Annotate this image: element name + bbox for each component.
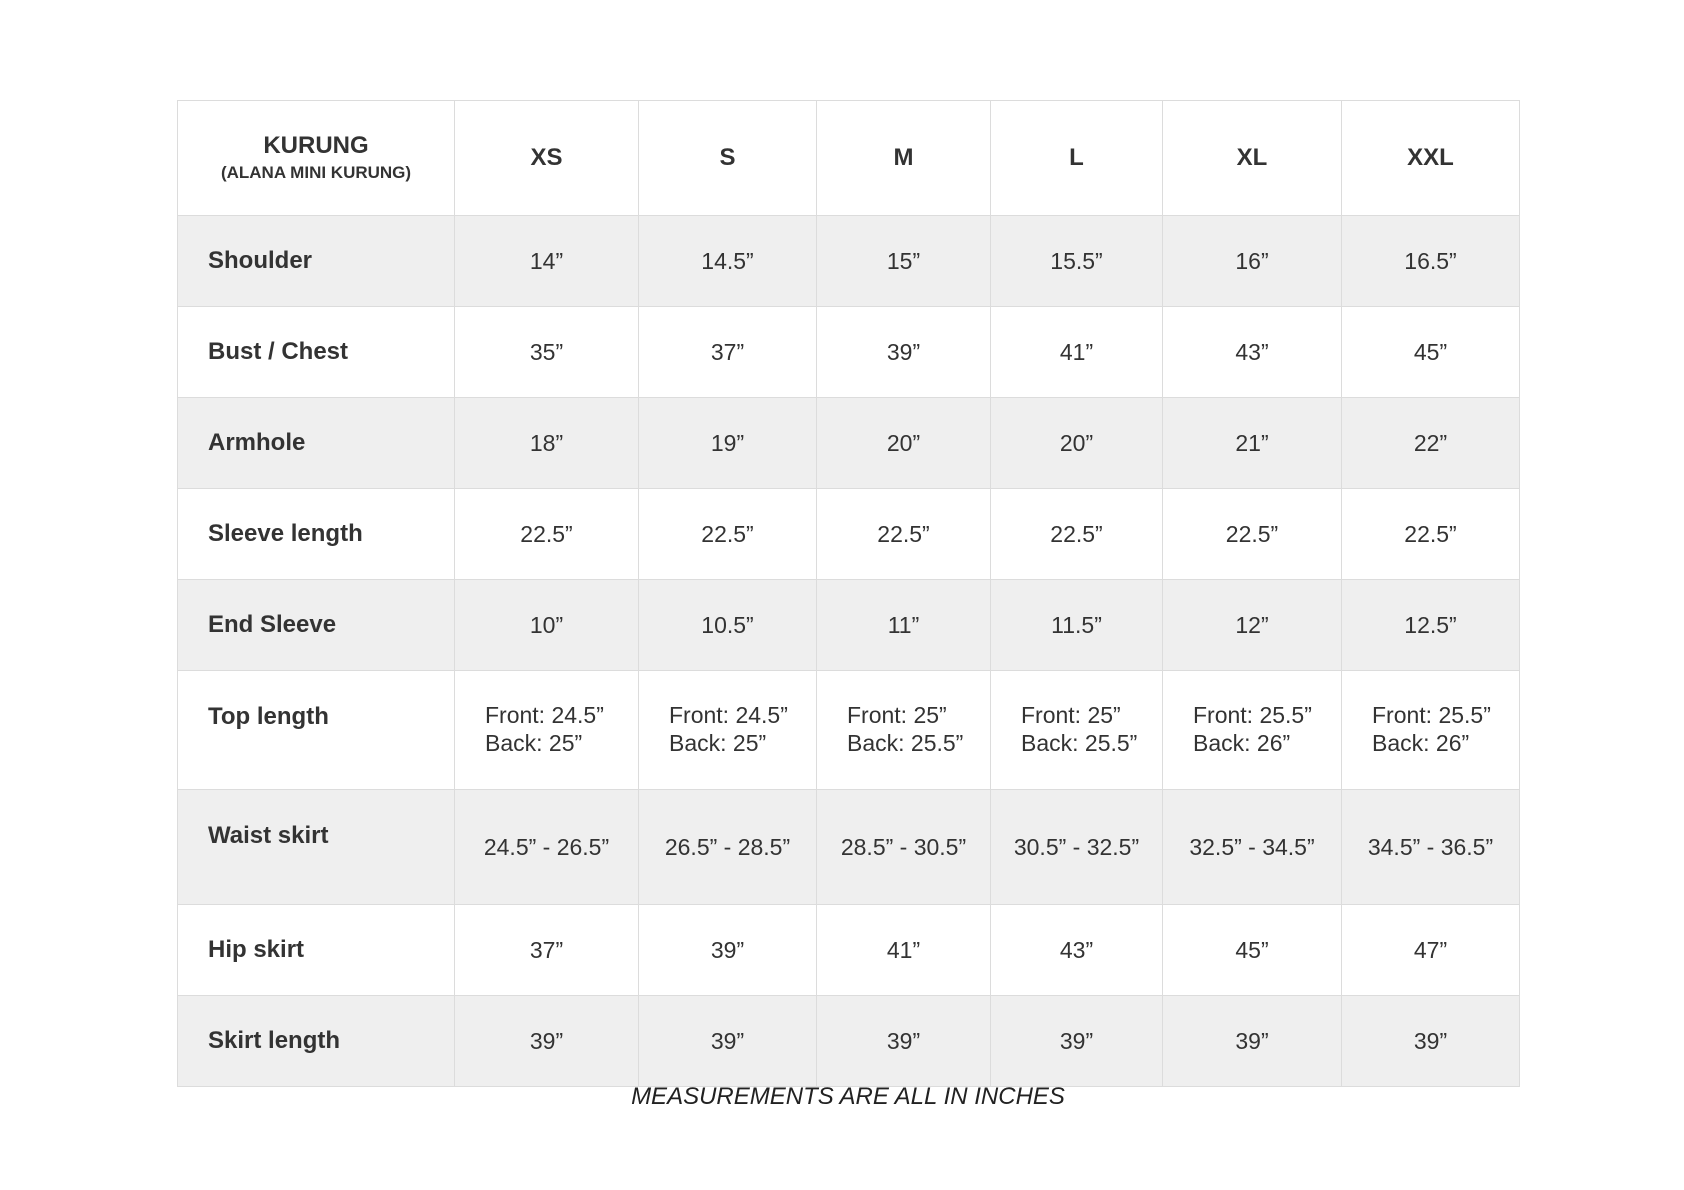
row-label: Armhole (178, 398, 455, 489)
row-end-sleeve (178, 580, 1520, 671)
measurement-cell: 37” (639, 307, 817, 398)
measurement-cell: 45” (1342, 307, 1520, 398)
measurement-cell (1342, 671, 1520, 790)
size-header-xl: XL (1163, 101, 1342, 216)
measurement-cell: 22.5” (991, 489, 1163, 580)
table-subtitle: (ALANA MINI KURUNG) (220, 162, 412, 182)
measurement-cell: 15” (817, 216, 991, 307)
measurement-cell: 37” (455, 905, 639, 996)
measurement-cell: 22.5” (817, 489, 991, 580)
measurement-cell: 12” (1163, 580, 1342, 671)
measurement-cell: 34.5” - 36.5” (1342, 790, 1520, 905)
row-waist-skirt (178, 790, 1520, 905)
measurement-cell: 39” (817, 996, 991, 1087)
measurement-cell: 47” (1342, 905, 1520, 996)
measurement-cell: 41” (991, 307, 1163, 398)
front-value: Front: 25” (847, 702, 947, 729)
measurement-cell: 10” (455, 580, 639, 671)
measurement-cell: 43” (991, 905, 1163, 996)
front-value: Front: 24.5” (485, 702, 604, 729)
row-label: Sleeve length (178, 489, 455, 580)
measurement-cell: 30.5” - 32.5” (991, 790, 1163, 905)
measurement-cell: 15.5” (991, 216, 1163, 307)
measurement-cell: 39” (817, 307, 991, 398)
measurement-cell: 39” (455, 996, 639, 1087)
measurement-cell: 22” (1342, 398, 1520, 489)
row-sleeve-length (178, 489, 1520, 580)
measurement-cell: 26.5” - 28.5” (639, 790, 817, 905)
measurement-cell (455, 671, 639, 790)
front-value: Front: 25.5” (1372, 702, 1491, 729)
measurement-cell: 11” (817, 580, 991, 671)
back-value: Back: 25.5” (847, 730, 964, 756)
measurement-cell: 16.5” (1342, 216, 1520, 307)
front-value: Front: 24.5” (669, 702, 788, 729)
measurement-cell: 39” (1163, 996, 1342, 1087)
measurement-cell: 14.5” (639, 216, 817, 307)
header-row (178, 101, 1520, 216)
row-label: End Sleeve (178, 580, 455, 671)
table-title: KURUNG (263, 132, 369, 160)
table-title-cell (178, 101, 455, 216)
size-header-s: S (639, 101, 817, 216)
measurement-cell: 35” (455, 307, 639, 398)
row-label: Shoulder (178, 216, 455, 307)
measurement-cell: 22.5” (639, 489, 817, 580)
back-value: Back: 26” (1372, 730, 1470, 756)
row-shoulder (178, 216, 1520, 307)
measurement-cell (1163, 671, 1342, 790)
back-value: Back: 25” (485, 730, 583, 756)
size-header-xs: XS (455, 101, 639, 216)
measurement-cell: 21” (1163, 398, 1342, 489)
row-label: Skirt length (178, 996, 455, 1087)
measurement-cell: 32.5” - 34.5” (1163, 790, 1342, 905)
size-header-m: M (817, 101, 991, 216)
measurement-cell: 22.5” (455, 489, 639, 580)
front-value: Front: 25” (1021, 702, 1121, 729)
measurement-cell: 19” (639, 398, 817, 489)
measurement-cell: 28.5” - 30.5” (817, 790, 991, 905)
measurement-cell: 11.5” (991, 580, 1163, 671)
measurement-cell (817, 671, 991, 790)
measurement-cell: 20” (817, 398, 991, 489)
measurement-cell: 39” (639, 905, 817, 996)
back-value: Back: 25.5” (1021, 730, 1138, 756)
measurement-unit-note: MEASUREMENTS ARE ALL IN INCHES (631, 1083, 1065, 1110)
row-label: Hip skirt (178, 905, 455, 996)
measurement-cell (639, 671, 817, 790)
back-value: Back: 26” (1193, 730, 1291, 756)
measurement-cell: 18” (455, 398, 639, 489)
measurement-cell: 14” (455, 216, 639, 307)
row-label: Waist skirt (178, 790, 455, 905)
measurement-cell: 43” (1163, 307, 1342, 398)
measurement-cell: 41” (817, 905, 991, 996)
measurement-cell: 22.5” (1342, 489, 1520, 580)
measurement-cell: 10.5” (639, 580, 817, 671)
size-header-xxl: XXL (1342, 101, 1520, 216)
front-value: Front: 25.5” (1193, 702, 1312, 729)
measurement-cell: 16” (1163, 216, 1342, 307)
row-label: Bust / Chest (178, 307, 455, 398)
measurement-cell: 39” (1342, 996, 1520, 1087)
row-armhole (178, 398, 1520, 489)
measurement-cell: 45” (1163, 905, 1342, 996)
measurement-cell: 39” (639, 996, 817, 1087)
row-top-length (178, 671, 1520, 790)
row-label: Top length (178, 671, 455, 790)
measurement-cell: 20” (991, 398, 1163, 489)
size-header-l: L (991, 101, 1163, 216)
measurement-cell (991, 671, 1163, 790)
size-chart-table (177, 100, 1520, 1087)
measurement-cell: 39” (991, 996, 1163, 1087)
measurement-cell: 24.5” - 26.5” (455, 790, 639, 905)
row-skirt-length (178, 996, 1520, 1087)
back-value: Back: 25” (669, 730, 767, 756)
row-hip-skirt (178, 905, 1520, 996)
measurement-cell: 12.5” (1342, 580, 1520, 671)
row-bust-chest (178, 307, 1520, 398)
measurement-cell: 22.5” (1163, 489, 1342, 580)
